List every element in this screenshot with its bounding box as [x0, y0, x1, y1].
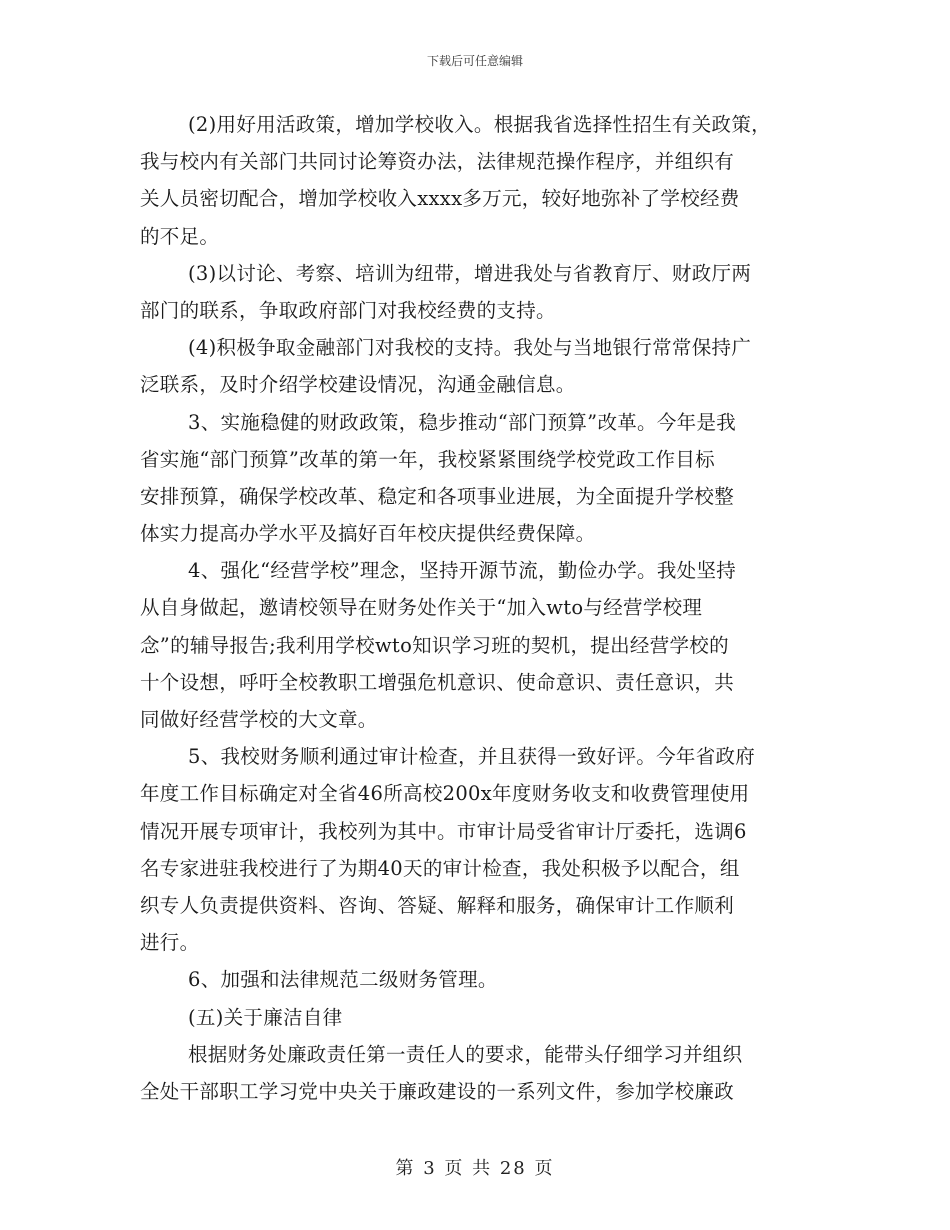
text-line: 织专人负责提供资料、咨询、答疑、解释和服务，确保审计工作顺利	[140, 893, 735, 917]
text-line: 关人员密切配合，增加学校收入xxxx多万元，较好地弥补了学校经费	[140, 187, 740, 211]
page-number-footer: 第 3 页 共 28 页	[395, 1158, 555, 1179]
text-line: 泛联系，及时介绍学校建设情况，沟通金融信息。	[140, 373, 576, 397]
text-line: 安排预算，确保学校改革、稳定和各项事业进展，为全面提升学校整	[140, 484, 735, 508]
text-line: 进行。	[140, 931, 200, 955]
text-line: 6、加强和法律规范二级财务管理。	[188, 968, 498, 992]
text-line: 全处干部职工学习党中央关于廉政建设的一系列文件，参加学校廉政	[140, 1079, 735, 1103]
text-line: 根据财务处廉政责任第一责任人的要求，能带头仔细学习并组织	[188, 1042, 743, 1066]
text-line: 从自身做起，邀请校领导在财务处作关于“加入wto与经营学校理	[140, 596, 703, 620]
text-line: 同做好经营学校的大文章。	[140, 708, 378, 731]
text-line: 部门的联系，争取政府部门对我校经费的支持。	[140, 298, 556, 322]
text-line: 3、实施稳健的财政政策，稳步推动“部门预算”改革。今年是我	[188, 410, 737, 434]
text-line: (4)积极争取金融部门对我校的支持。我处与当地银行常常保持广	[188, 336, 752, 360]
document-body	[140, 106, 810, 1110]
text-line: 5、我校财务顺利通过审计检查，并且获得一致好评。今年省政府	[188, 745, 756, 769]
text-line: 省实施“部门预算”改革的第一年，我校紧紧围绕学校党政工作目标	[140, 447, 715, 471]
text-line: 4、强化“经营学校”理念，坚持开源节流，勤俭办学。我处坚持	[188, 559, 737, 583]
text-line: 我与校内有关部门共同讨论筹资办法，法律规范操作程序，并组织有	[140, 150, 735, 174]
text-line: 体实力提高办学水平及搞好百年校庆提供经费保障。	[140, 522, 596, 546]
text-line: (五)关于廉洁自律	[188, 1005, 343, 1029]
text-line: (2)用好用活政策，增加学校收入。根据我省选择性招生有关政策，	[188, 113, 771, 136]
text-line: 年度工作目标确定对全省46所高校200x年度财务收支和收费管理使用	[140, 782, 750, 806]
text-line: 念”的辅导报告;我利用学校wto知识学习班的契机，提出经营学校的	[140, 633, 729, 657]
page-header-note: 下载后可任意编辑	[426, 54, 523, 68]
text-line: 情况开展专项审计，我校列为其中。市审计局受省审计厅委托，选调6	[140, 819, 747, 843]
text-line: 十个设想，呼吁全校教职工增强危机意识、使命意识、责任意识，共	[140, 670, 735, 694]
text-line: (3)以讨论、考察、培训为纽带，增进我处与省教育厅、财政厅两	[188, 261, 752, 285]
text-line: 名专家进驻我校进行了为期40天的审计检查，我处积极予以配合，组	[140, 856, 740, 880]
text-line: 的不足。	[140, 224, 220, 248]
